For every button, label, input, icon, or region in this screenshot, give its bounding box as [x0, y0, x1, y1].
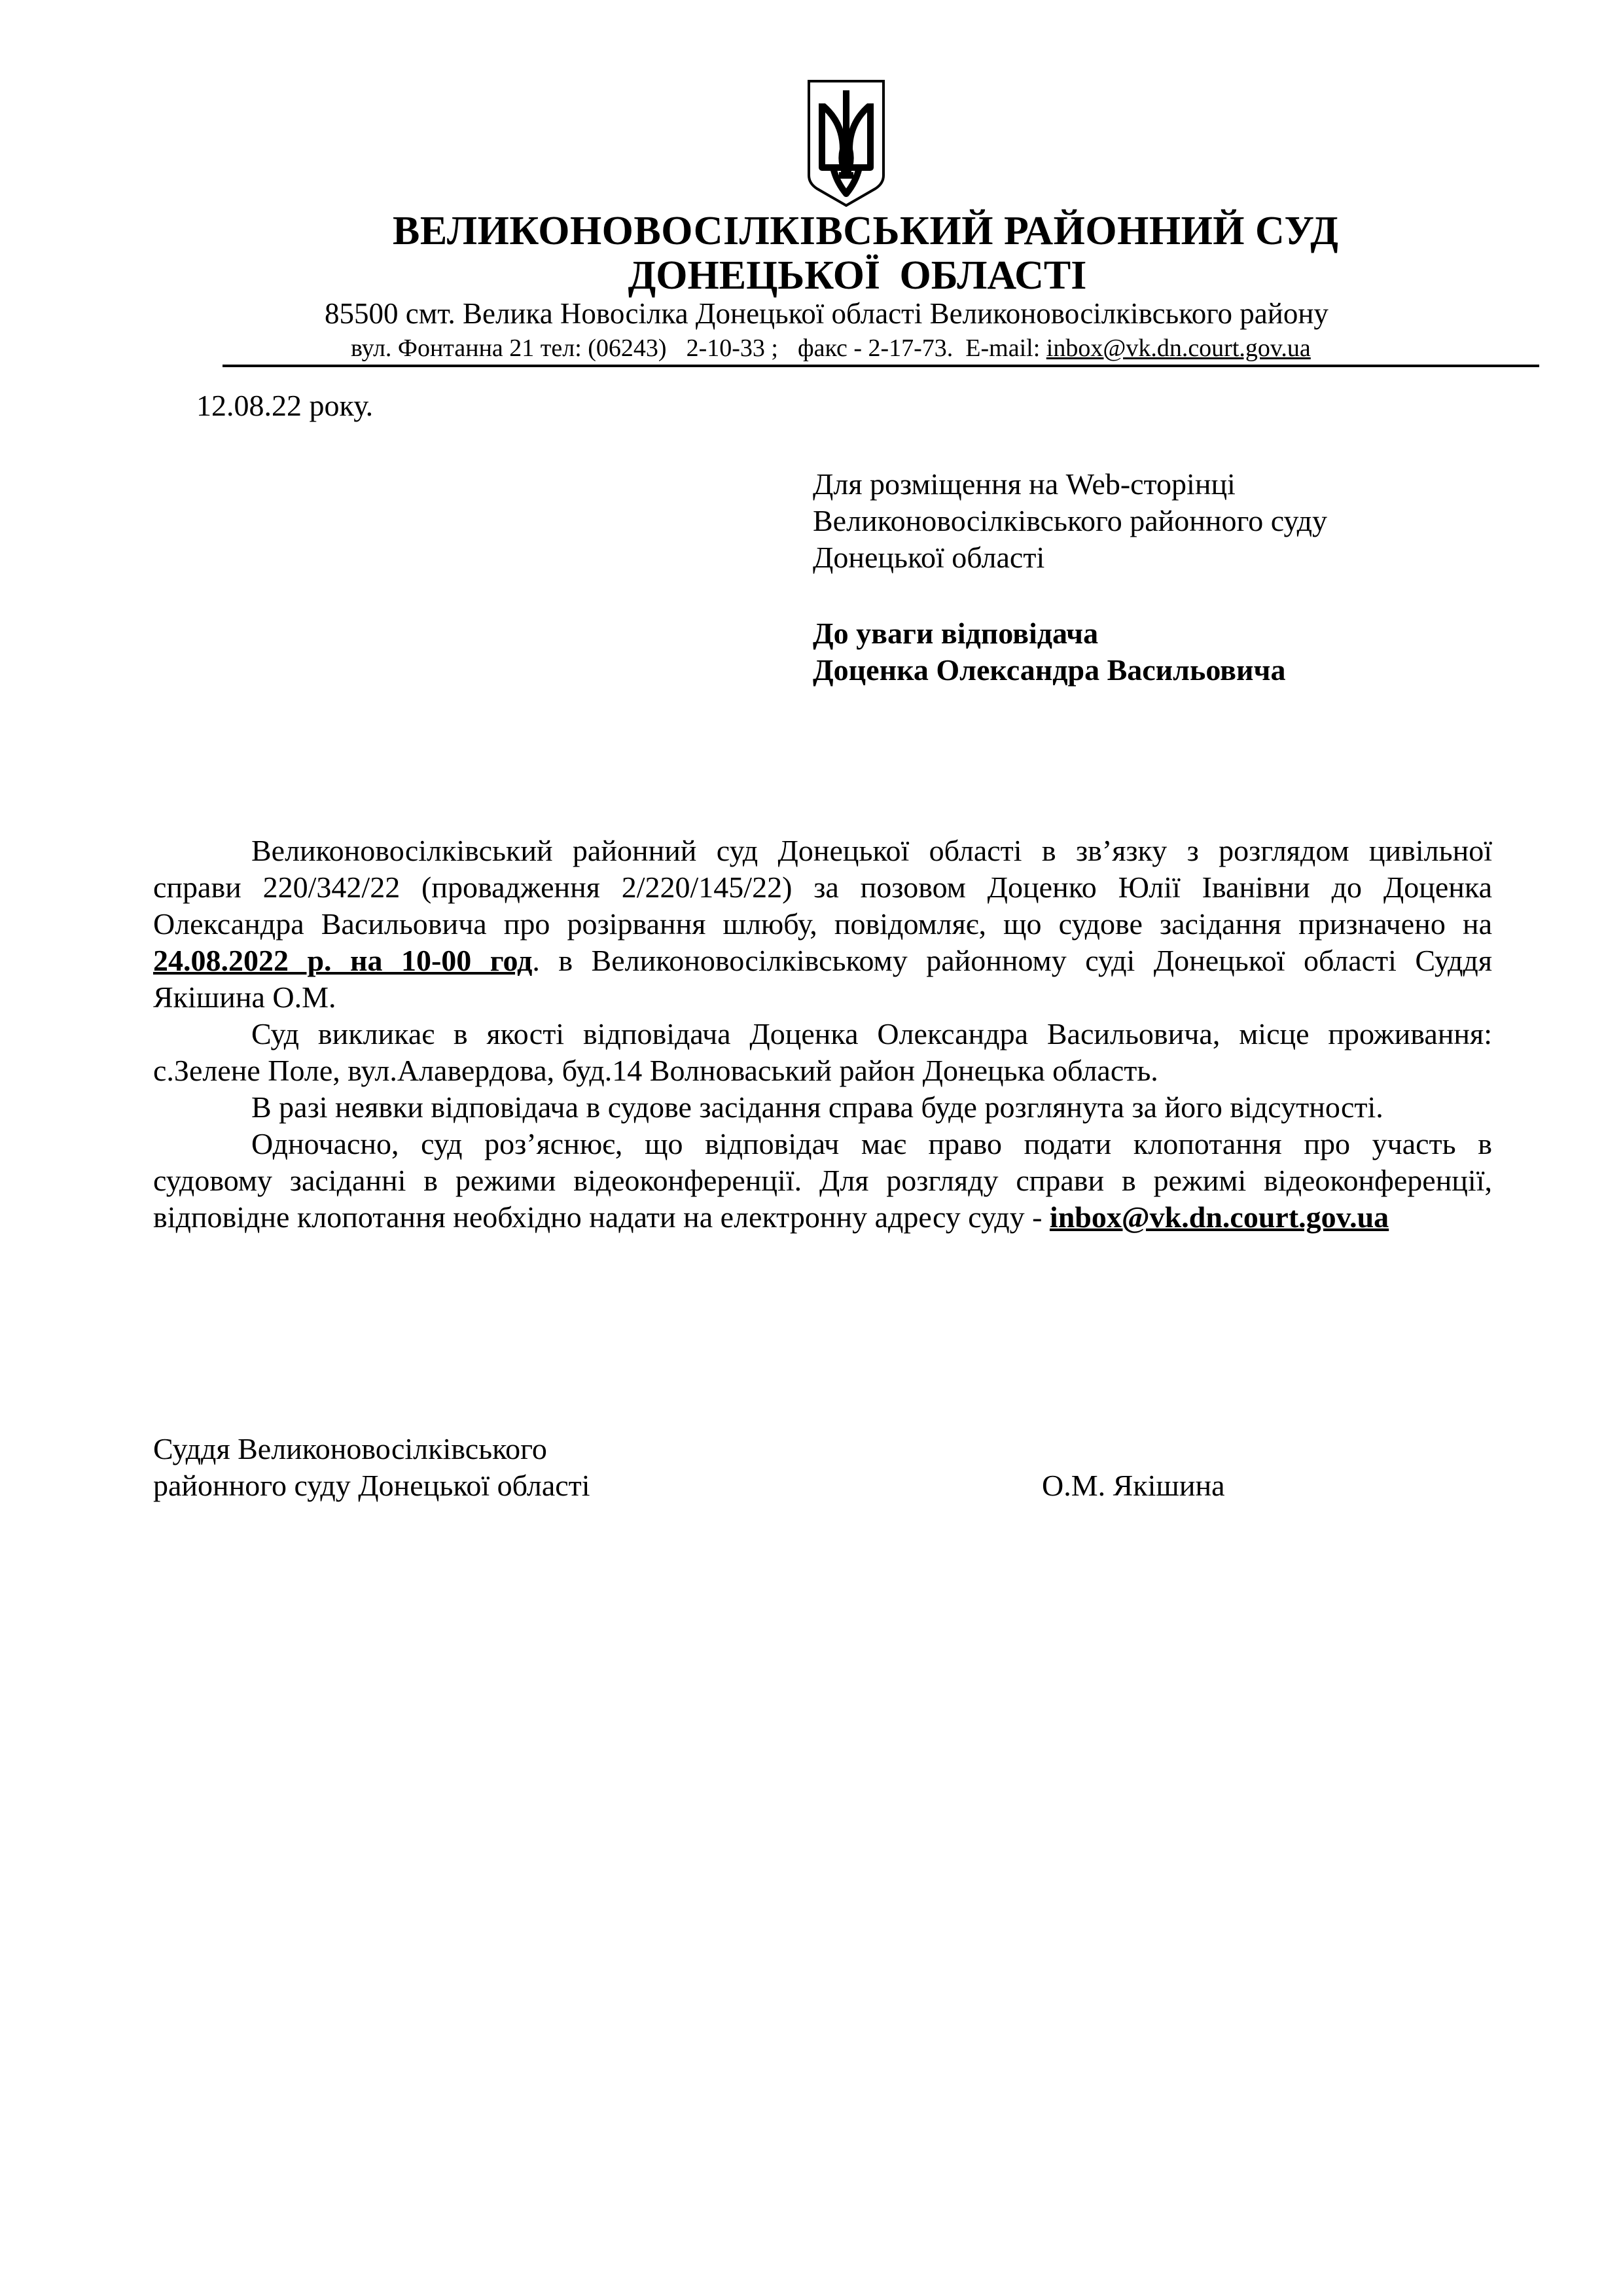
body-line: с.Зелене Поле, вул.Алавердова, буд.14 Волноваський район Донецька область.	[153, 1054, 1158, 1087]
notice-body	[153, 833, 1492, 1236]
recipient-line: Великоновосілківського районного суду	[813, 504, 1328, 537]
body-line-text: відповідне клопотання необхідно надати на електронну адресу суду -	[153, 1200, 1050, 1234]
body-line-email	[153, 1199, 1492, 1236]
attention-defendant-name: Доценка Олександра Васильовича	[813, 653, 1286, 687]
signature-position-line: районного суду Донецької області	[153, 1469, 590, 1502]
attention-block	[813, 615, 1285, 689]
recipient-block	[813, 466, 1327, 576]
body-email-link[interactable]: inbox@vk.dn.court.gov.ua	[1049, 1200, 1389, 1234]
court-name-line1: ВЕЛИКОНОВОСІЛКІВСЬКИЙ РАЙОННИЙ СУД	[393, 209, 1339, 253]
header-divider	[223, 365, 1539, 367]
court-name-line2: ДОНЕЦЬКОЇ ОБЛАСТІ	[628, 253, 1087, 298]
recipient-line: Донецької області	[813, 541, 1045, 574]
body-line: В разі неявки відповідача в судове засідання справа буде розглянута за його відсутності.	[251, 1090, 1383, 1124]
body-line: Одночасно, суд роз’яснює, що відповідач має право подати клопотання про участь в	[251, 1127, 1492, 1160]
body-line: Олександра Васильовича про розірвання шлюбу, повідомляє, що судове засідання призначено на	[153, 907, 1492, 941]
document-date: 12.08.22 року.	[196, 389, 374, 422]
attention-line: До уваги відповідача	[813, 617, 1099, 650]
trident-coat-of-arms-icon	[804, 77, 889, 208]
body-line: судовому засіданні в режими відеоконференції. Для розгляду справи в режимі відеоконференції,	[153, 1164, 1492, 1197]
hearing-date-time: 24.08.2022 р. на 10-00 год	[153, 944, 533, 977]
court-phone: 2-10-33 ;	[686, 334, 778, 362]
recipient-line: Для розміщення на Web-сторінці	[813, 467, 1236, 501]
body-line-hearing-date	[153, 942, 1492, 979]
signature-name: О.М. Якішина	[1042, 1469, 1225, 1502]
court-street-phone-prefix: вул. Фонтанна 21 тел: (06243)	[351, 334, 667, 362]
body-line: справи 220/342/22 (провадження 2/220/145/22) за позовом Доценко Юлії Іванівни до Доценка	[153, 870, 1492, 904]
body-line: Якішина О.М.	[153, 980, 336, 1014]
court-contacts	[351, 334, 1311, 363]
signature-position	[153, 1431, 590, 1504]
court-address: 85500 смт. Велика Новосілка Донецької області Великоновосілківського району	[325, 297, 1329, 330]
body-line-rest: . в Великоновосілківському районному суді Донецької області Суддя	[532, 944, 1492, 977]
court-fax: факс - 2-17-73.	[797, 334, 954, 362]
body-line: Суд викликає в якості відповідача Доценка Олександра Васильовича, місце проживання:	[251, 1017, 1492, 1050]
header-email-link[interactable]: inbox@vk.dn.court.gov.ua	[1046, 334, 1311, 362]
email-label: E-mail:	[965, 334, 1041, 362]
body-line: Великоновосілківський районний суд Донецької області в зв’язку з розглядом цивільної	[251, 834, 1492, 867]
signature-position-line: Суддя Великоновосілківського	[153, 1432, 547, 1465]
